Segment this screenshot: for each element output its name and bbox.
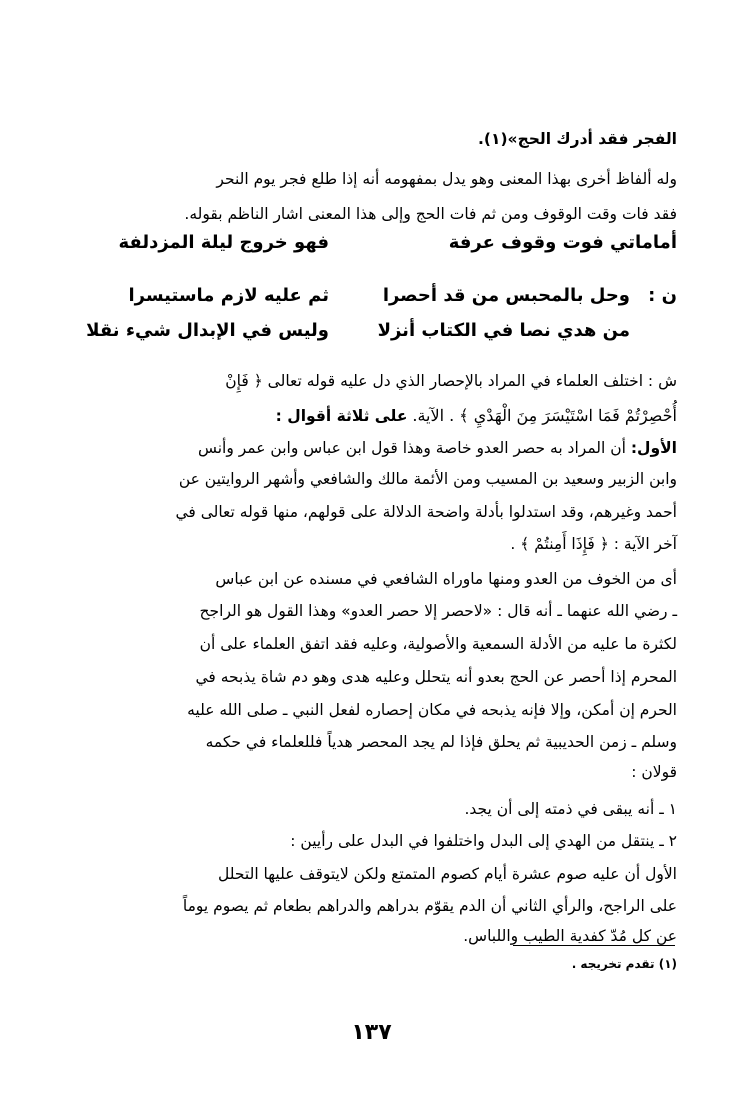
- verse-1-first-hemistich: أماماتي فوت وقوف عرفة: [448, 232, 677, 253]
- verse-marker: ن :: [648, 285, 677, 306]
- list-item-1: ١ ـ أنه يبقى في ذمته إلى أن يجد.: [464, 800, 677, 818]
- first-opinion-label: الأول:: [630, 439, 677, 457]
- verse-2-first-hemistich: وحل بالمحبس من قد أحصرا: [382, 285, 630, 306]
- three-opinions-heading: على ثلاثة أقوال :: [275, 407, 408, 425]
- commentary-line-18: عن كل مُدّ كفدية الطيب واللباس.: [463, 927, 677, 945]
- commentary-line-7: أى من الخوف من العدو ومنها ماوراه الشافعي في مسنده عن ابن عباس: [215, 570, 677, 588]
- list-item-2: ٢ ـ ينتقل من الهدي إلى البدل واختلفوا في البدل على رأيين :: [290, 832, 677, 850]
- commentary-line-17: على الراجح، والرأي الثاني أن الدم يقوّم بدراهم والدراهم بطعام ثم يصوم يوماً: [182, 897, 677, 915]
- first-opinion-text: أن المراد به حصر العدو خاصة وهذا قول ابن عباس وابن عمر وأنس: [197, 439, 631, 457]
- commentary-line-1: ش : اختلف العلماء في المراد بالإحصار الذي دل عليه قوله تعالى ﴿ فَإِنْ: [225, 372, 677, 390]
- commentary-line-16: الأول أن عليه صوم عشرة أيام كصوم المتمتع ولكن لايتوقف عليها التحلل: [218, 865, 677, 883]
- commentary-line-3: [198, 437, 677, 459]
- verse-3-second-hemistich: وليس في الإبدال شيء نقلا: [86, 320, 329, 341]
- commentary-line-5: أحمد وغيرهم، وقد استدلوا بأدلة واضحة الدلالة على قولهم، منها قوله تعالى في: [175, 503, 677, 521]
- page-number: ١٣٧: [351, 1020, 392, 1045]
- commentary-line-11: الحرم إن أمكن، وإلا فإنه يذبحه في مكان إحصاره لفعل النبي ـ صلى الله عليه: [187, 701, 677, 719]
- commentary-line-9: لكثرة ما عليه من الأدلة السمعية والأصولية، وعليه فقد اتفق العلماء على أن: [199, 635, 677, 653]
- verse-3-first-hemistich: من هدي نصا في الكتاب أنزلا: [377, 320, 630, 341]
- commentary-line-12: وسلم ـ زمن الحديبية ثم يحلق فإذا لم يجد المحصر هدياً فللعلماء في حكمه: [205, 733, 677, 751]
- commentary-line-4: وابن الزبير وسعيد بن المسيب ومن الأئمة مالك والشافعي وأشهر الروايتين عن: [178, 470, 677, 488]
- text-line-3: فقد فات وقت الوقوف ومن ثم فات الحج وإلى هذا المعنى اشار الناظم بقوله.: [184, 205, 677, 223]
- commentary-line-6: آخر الآية : ﴿ فَإِذَا أَمِنتُمْ ﴾ .: [510, 535, 677, 553]
- quran-verse-text: أُحْصِرْتُمْ فَمَا اسْتَيْسَرَ مِنَ الْهَدْيِ ﴾ . الآية.: [412, 406, 677, 425]
- footnote: (١) تقدم تخريجه .: [571, 957, 677, 971]
- commentary-line-2: [276, 405, 677, 427]
- verse-1-second-hemistich: فهو خروج ليلة المزدلفة: [118, 232, 329, 253]
- text-line-1: الفجر فقد أدرك الحج»(١).: [478, 130, 677, 148]
- verse-2-second-hemistich: ثم عليه لازم ماستيسرا: [128, 285, 329, 306]
- commentary-line-8: ـ رضي الله عنهما ـ أنه قال : «لاحصر إلا حصر العدو» وهذا القول هو الراجح: [199, 602, 677, 620]
- commentary-line-13: قولان :: [631, 763, 677, 781]
- text-line-2: وله ألفاظ أخرى بهذا المعنى وهو يدل بمفهومه أنه إذا طلع فجر يوم النحر: [216, 170, 677, 188]
- commentary-line-10: المحرم إذا أحصر عن الحج بعدو أنه يتحلل وعليه هدى وهو دم شاة يذبحه في: [195, 668, 677, 686]
- footnote-divider: [513, 945, 675, 946]
